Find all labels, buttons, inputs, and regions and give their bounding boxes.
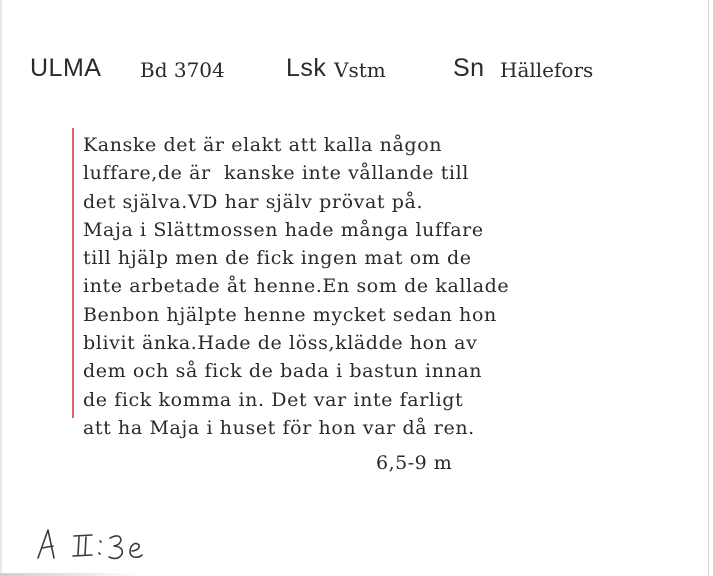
text-line: inte arbetade åt henne.En som de kallade xyxy=(83,275,510,298)
sn-value: Hällefors xyxy=(500,58,594,82)
text-line: de fick komma in. Det var inte farligt xyxy=(83,388,464,411)
text-line: luffare,de är kanske inte vållande till xyxy=(83,162,469,185)
text-line: dem och så fick de bada i bastun innan xyxy=(83,360,483,383)
margin-line xyxy=(72,128,74,418)
text-line: till hjälp men de fick ingen mat om de xyxy=(83,247,472,270)
card-right-edge xyxy=(708,0,709,576)
lsk-label: Lsk xyxy=(286,54,327,82)
body-text xyxy=(83,131,509,442)
card-left-edge xyxy=(0,0,2,576)
text-line: Kanske det är elakt att kalla någon xyxy=(83,134,443,156)
archive-name: ULMA xyxy=(30,54,102,82)
text-line: blivit änka.Hade de löss,klädde hon av xyxy=(83,332,478,355)
measurement-note: 6,5-9 m xyxy=(376,452,453,474)
text-line: att ha Maja i huset för hon var då ren. xyxy=(83,416,475,439)
handwritten-archive-mark xyxy=(34,524,164,566)
text-line: Maja i Slättmossen hade många luffare xyxy=(83,218,484,241)
lsk-value: Vstm xyxy=(334,58,386,82)
text-line: det själva.VD har själv prövat på. xyxy=(83,190,424,213)
text-line: Benbon hjälpte henne mycket sedan hon xyxy=(83,303,497,326)
sn-label: Sn xyxy=(453,54,485,82)
record-number: Bd 3704 xyxy=(140,58,225,82)
